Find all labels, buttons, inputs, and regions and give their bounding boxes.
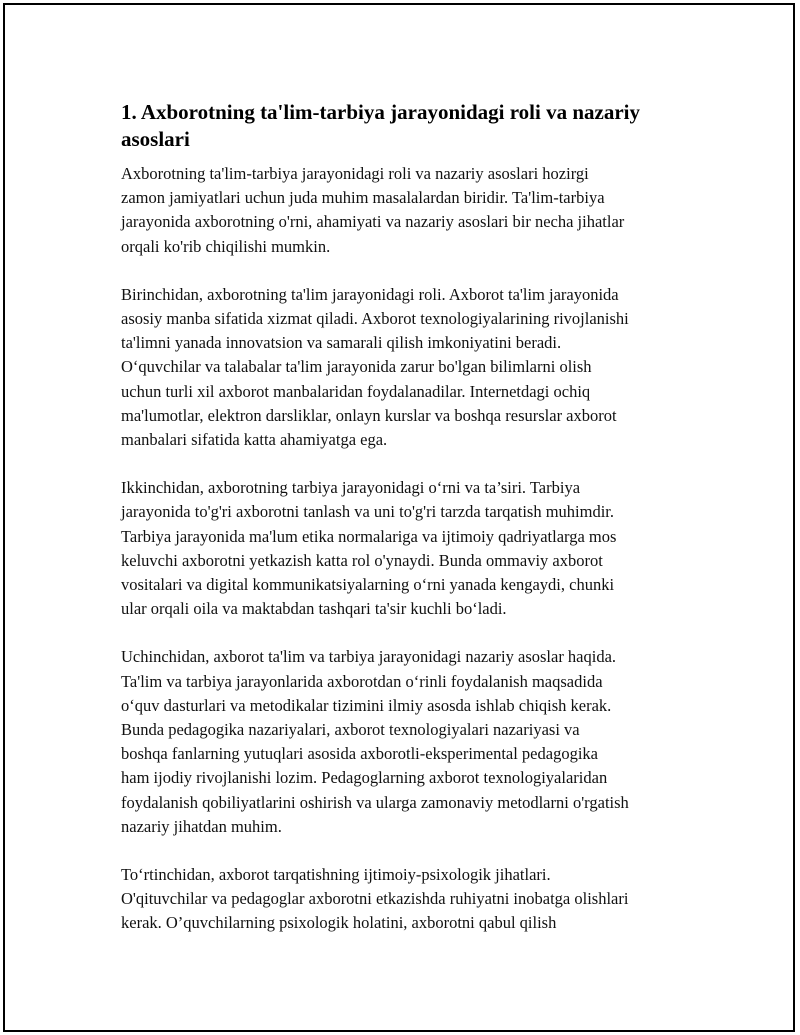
- text-line: kerak. O’quvchilarning psixologik holatini, axborotni qabul qilish: [121, 913, 557, 933]
- text-line: uchun turli xil axborot manbalaridan foydalanadilar. Internetdagi ochiq: [121, 381, 591, 401]
- heading-line: 1. Axborotning ta'lim-tarbiya jarayonidagi roli va nazariy: [121, 100, 640, 124]
- text-line: Axborotning ta'lim-tarbiya jarayonidagi roli va nazariy asoslari hozirgi: [121, 164, 589, 183]
- text-line: Tarbiya jarayonida ma'lum etika normalariga va ijtimoiy qadriyatlarga mos: [121, 526, 617, 546]
- text-line: orqali ko'rib chiqilishi mumkin.: [121, 236, 331, 256]
- text-line: To‘rtinchidan, axborot tarqatishning ijtimoiy-psixologik jihatlari.: [121, 865, 551, 885]
- section-heading: [121, 99, 701, 153]
- text-line: O'qituvchilar va pedagoglar axborotni etkazishda ruhiyatni inobatga olishlari: [121, 889, 629, 909]
- text-line: nazariy jihatdan muhim.: [121, 816, 282, 836]
- text-line: zamon jamiyatlari uchun juda muhim masalalardan biridir. Ta'lim-tarbiya: [121, 188, 605, 208]
- text-line: o‘quv dasturlari va metodikalar tizimini ilmiy asosda ishlab chiqish kerak.: [121, 695, 612, 715]
- text-line: foydalanish qobiliyatlarini oshirish va ularga zamonaviy metodlarni o'rgatish: [121, 792, 629, 812]
- text-line: ma'lumotlar, elektron darsliklar, onlayn kurslar va boshqa resurslar axborot: [121, 405, 617, 425]
- text-line: manbalari sifatida katta ahamiyatga ega.: [121, 430, 388, 450]
- text-line: ham ijodiy rivojlanishi lozim. Pedagoglarning axborot texnologiyalaridan: [121, 768, 608, 788]
- paragraph-fourth: [121, 863, 701, 936]
- text-line: Ikkinchidan, axborotning tarbiya jarayonidagi o‘rni va ta’siri. Tarbiya: [121, 478, 581, 498]
- paragraph-first: [121, 283, 701, 452]
- text-line: jarayonida to'g'ri axborotni tanlash va uni to'g'ri tarzda tarqatish muhimdir.: [121, 502, 615, 522]
- text-line: Uchinchidan, axborot ta'lim va tarbiya jarayonidagi nazariy asoslar haqida.: [121, 647, 617, 667]
- paragraph-intro: [121, 162, 701, 259]
- paragraph-third: [121, 645, 701, 839]
- text-line: ular orqali oila va maktabdan tashqari ta'sir kuchli bo‘ladi.: [121, 599, 507, 619]
- text-line: Birinchidan, axborotning ta'lim jarayonidagi roli. Axborot ta'lim jarayonida: [121, 284, 619, 304]
- text-line: Ta'lim va tarbiya jarayonlarida axborotdan o‘rinli foydalanish maqsadida: [121, 671, 603, 691]
- heading-line: asoslari: [121, 127, 190, 151]
- text-line: asosiy manba sifatida xizmat qiladi. Axborot texnologiyalarining rivojlanishi: [121, 309, 629, 329]
- text-line: Bunda pedagogika nazariyalari, axborot texnologiyalari nazariyasi va: [121, 720, 580, 740]
- text-line: O‘quvchilar va talabalar ta'lim jarayonida zarur bo'lgan bilimlarni olish: [121, 357, 592, 377]
- text-line: vositalari va digital kommunikatsiyalarning o‘rni yanada kengaydi, chunki: [121, 575, 615, 595]
- document-body: [121, 99, 701, 960]
- page-frame: [3, 3, 795, 1032]
- text-line: boshqa fanlarning yutuqlari asosida axborotli-eksperimental pedagogika: [121, 744, 598, 764]
- text-line: jarayonida axborotning o'rni, ahamiyati va nazariy asoslari bir necha jihatlar: [121, 212, 625, 232]
- paragraph-second: [121, 476, 701, 621]
- text-line: ta'limni yanada innovatsion va samarali qilish imkoniyatini beradi.: [121, 333, 562, 353]
- text-line: keluvchi axborotni yetkazish katta rol o'ynaydi. Bunda ommaviy axborot: [121, 550, 603, 570]
